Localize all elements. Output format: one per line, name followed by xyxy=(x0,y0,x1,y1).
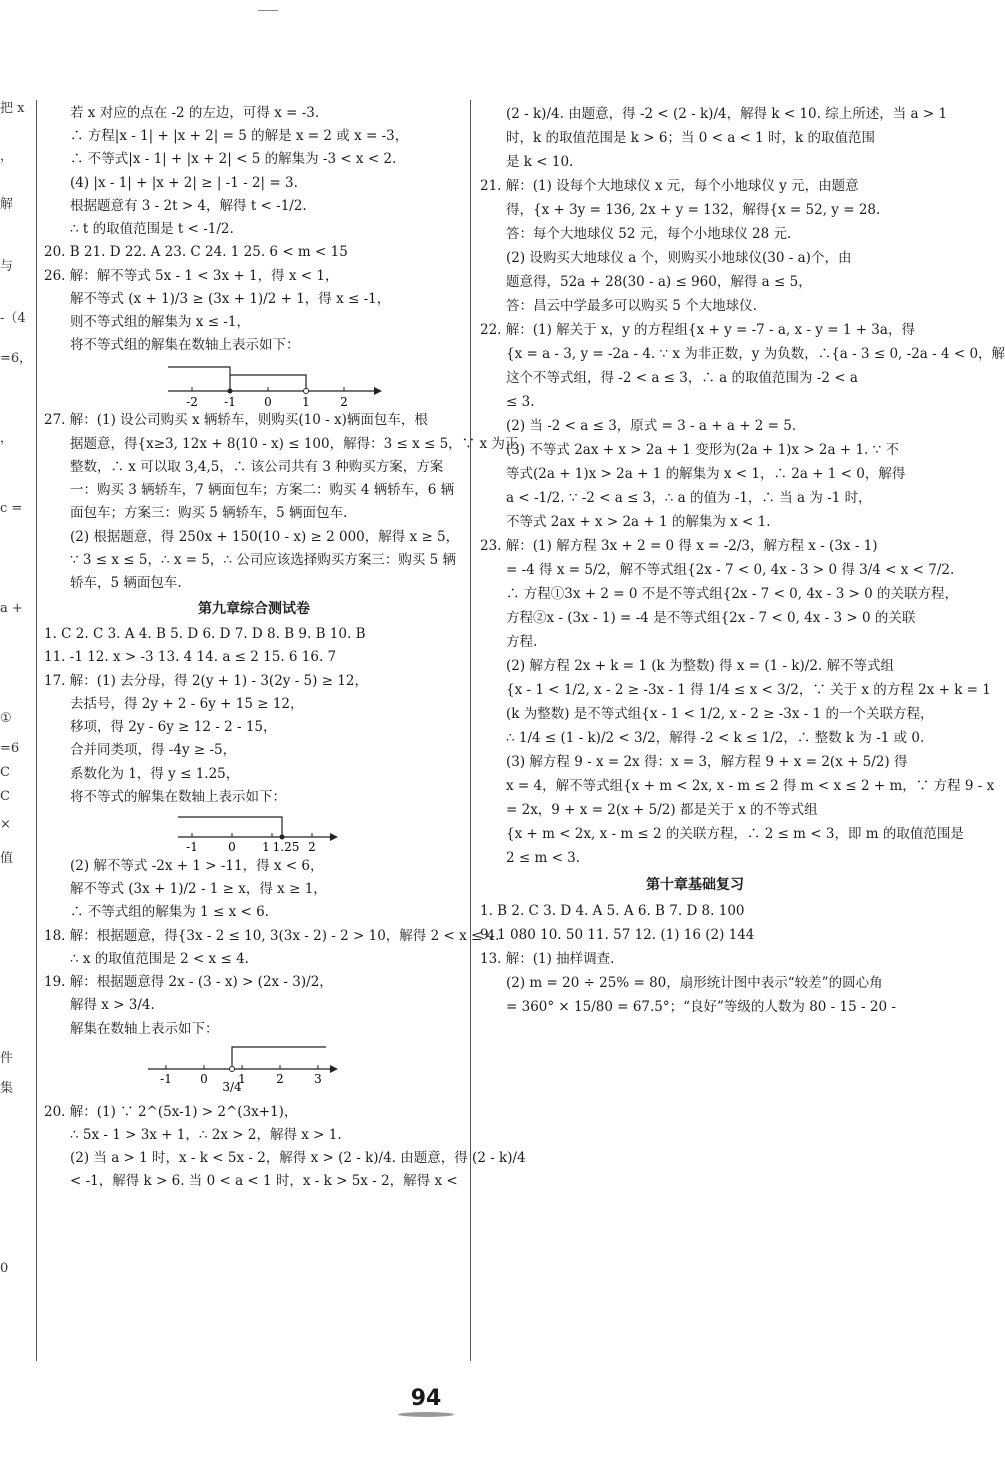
text-line: a < -1/2. ∵ -2 < a ≤ 3，∴ a 的值为 -1，∴ 当 a 为 -1 时， xyxy=(506,490,872,507)
text-line: ≤ 3. xyxy=(506,394,535,411)
tick-label: 2 xyxy=(276,1071,284,1086)
number-line-2 xyxy=(174,809,344,855)
text-line: 整数，∴ x 可以取 3,4,5，∴ 该公司共有 3 种购买方案，方案 xyxy=(70,458,444,475)
question-line: 19. 解：根据题意得 2x - (3 - x) > (2x - 3)/2， xyxy=(44,974,333,991)
tick-label: -1 xyxy=(160,1071,172,1086)
tick-label: 3/4 xyxy=(222,1079,242,1094)
tick-label: 0 xyxy=(264,395,272,410)
text-line: = 2x，9 + x = 2(x + 5/2) 都是关于 x 的不等式组 xyxy=(506,802,818,819)
tick-label: 1 xyxy=(302,395,310,410)
text-line: = -4 得 x = 5/2，解不等式组{2x - 7 < 0, 4x - 3 > 0 得 3/4 < x < 7/2. xyxy=(506,562,955,579)
text-line: 将不等式的解集在数轴上表示如下： xyxy=(70,788,286,805)
text-line: (2) 设购买大地球仪 a 个，则购买小地球仪(30 - a)个，由 xyxy=(506,250,852,267)
text-line: 解得 x > 3/4. xyxy=(70,997,155,1014)
edge-fragment: 值 xyxy=(0,851,14,866)
text-line: 题意得，52a + 28(30 - a) ≤ 960，解得 a ≤ 5， xyxy=(506,274,812,291)
text-line: ∴ 不等式组的解集为 1 ≤ x < 6. xyxy=(70,904,269,921)
text-line: (2) 当 -2 < a ≤ 3，原式 = 3 - a + a + 2 = 5. xyxy=(506,418,797,435)
question-line: 23. 解：(1) 解方程 3x + 2 = 0 得 x = -2/3，解方程 x - (3x - 1) xyxy=(480,538,878,555)
text-line: 这个不等式组，得 -2 < a ≤ 3，∴ a 的取值范围为 -2 < a xyxy=(506,370,858,387)
text-line: {x = a - 3, y = -2a - 4. ∵ x 为非正数，y 为负数，∴{a - 3 ≤ 0, -2a - 4 < 0，解 xyxy=(506,346,1005,363)
text-line: (4) |x - 1| + |x + 2| ≥ | -1 - 2| = 3. xyxy=(70,174,298,191)
question-line: 26. 解：解不等式 5x - 1 < 3x + 1，得 x < 1， xyxy=(44,267,339,284)
text-line: {x + m < 2x, x - m ≤ 2 的关联方程，∴ 2 ≤ m < 3，即 m 的取值范围是 xyxy=(506,826,964,843)
edge-fragment: =6， xyxy=(0,351,33,366)
edge-fragment: -（4 xyxy=(0,311,26,326)
text-line: ∴ 不等式|x - 1| + |x + 2| < 5 的解集为 -3 < x < 2. xyxy=(70,151,397,168)
text-line: 轿车，5 辆面包车. xyxy=(70,574,182,591)
open-point xyxy=(304,389,309,394)
tick-label: 2 xyxy=(308,839,316,854)
text-line: x = 4，解不等式组{x + m < 2x, x - m ≤ 2 得 m < x ≤ 2 + m，∵ 方程 9 - x xyxy=(506,778,995,795)
section-heading: 第十章基础复习 xyxy=(646,876,744,893)
text-line: 一：购买 3 辆轿车，7 辆面包车；方案二：购买 4 辆轿车，6 辆 xyxy=(70,482,455,499)
text-line: ∴ 1/4 ≤ (1 - k)/2 < 3/2，解得 -2 < k ≤ 1/2，∴ 整数 k 为 -1 或 0. xyxy=(506,730,925,747)
tick-label: 1 xyxy=(262,839,270,854)
answer-line: 11. -1 12. x > -3 13. 4 14. a ≤ 2 15. 6 16. 7 xyxy=(44,649,337,666)
answer-line: 20. B 21. D 22. A 23. C 24. 1 25. 6 < m < 15 xyxy=(44,244,348,261)
right-column xyxy=(480,102,1005,1019)
edge-fragment: 把 x xyxy=(0,101,25,116)
edge-fragment: C xyxy=(0,765,10,780)
text-line: (2) m = 20 ÷ 25% = 80，扇形统计图中表示“较差”的圆心角 xyxy=(506,975,883,992)
question-line: 22. 解：(1) 解关于 x，y 的方程组{x + y = -7 - a, x - y = 1 + 3a，得 xyxy=(480,322,915,339)
text-line: (k 为整数) 是不等式组{x - 1 < 1/2, x - 2 ≥ -3x - 1 的一个关联方程， xyxy=(506,706,934,723)
answer-line: 9. 1 080 10. 50 11. 57 12. (1) 16 (2) 144 xyxy=(480,927,755,944)
text-line: 2 ≤ m < 3. xyxy=(506,850,581,867)
edge-fragment: 集 xyxy=(0,1081,14,1096)
section-heading: 第九章综合测试卷 xyxy=(198,601,310,618)
page-number: 94 xyxy=(394,1386,458,1411)
tick-label: -2 xyxy=(186,395,198,410)
edge-fragment: 件 xyxy=(0,1051,14,1066)
text-line: ∴ 方程|x - 1| + |x + 2| = 5 的解是 x = 2 或 x = -3， xyxy=(70,128,409,145)
text-line: {x - 1 < 1/2, x - 2 ≥ -3x - 1 得 1/4 ≤ x < 3/2，∵ 关于 x 的方程 2x + k = 1 xyxy=(506,682,991,699)
text-line: 得，{x + 3y = 136, 2x + y = 132，解得{x = 52, y = 28. xyxy=(506,202,881,219)
number-line-3 xyxy=(144,1041,344,1101)
edge-fragment: c = xyxy=(0,501,23,516)
text-line: 时，k 的取值范围是 k > 6；当 0 < a < 1 时，k 的取值范围 xyxy=(506,130,875,147)
text-line: 解不等式 (3x + 1)/2 - 1 ≥ x，得 x ≥ 1， xyxy=(70,881,327,898)
tick-label: -1 xyxy=(186,839,198,854)
text-line: 等式(2a + 1)x > 2a + 1 的解集为 x < 1，∴ 2a + 1 < 0，解得 xyxy=(506,466,906,483)
text-line: 不等式 2ax + x > 2a + 1 的解集为 x < 1. xyxy=(506,514,771,531)
question-line: 17. 解：(1) 去分母，得 2(y + 1) - 3(2y - 5) ≥ 12， xyxy=(44,672,368,689)
text-line: 答：昌云中学最多可以购买 5 个大地球仪. xyxy=(506,298,757,315)
text-line: 则不等式组的解集为 x ≤ -1， xyxy=(70,313,250,330)
text-line: 是 k < 10. xyxy=(506,154,574,171)
text-line: (2) 解不等式 -2x + 1 > -11，得 x < 6， xyxy=(70,857,324,874)
left-column xyxy=(44,102,526,1194)
question-line: 21. 解：(1) 设每个大地球仪 x 元，每个小地球仪 y 元，由题意 xyxy=(480,178,859,195)
text-line: ∴ x 的取值范围是 2 < x ≤ 4. xyxy=(70,950,249,967)
text-line: 合并同类项，得 -4y ≥ -5， xyxy=(70,742,237,759)
text-line: (3) 不等式 2ax + x > 2a + 1 变形为(2a + 1)x > 2a + 1. ∵ 不 xyxy=(506,442,900,459)
text-line: 解不等式 (x + 1)/3 ≥ (3x + 1)/2 + 1，得 x ≤ -1， xyxy=(70,290,391,307)
text-line: (3) 解方程 9 - x = 2x 得：x = 3，解方程 9 + x = 2(x + 5/2) 得 xyxy=(506,754,908,771)
question-line: 27. 解：(1) 设公司购买 x 辆轿车，则购买(10 - x)辆面包车，根 xyxy=(44,412,428,429)
text-line: (2) 解方程 2x + k = 1 (k 为整数) 得 x = (1 - k)/2. 解不等式组 xyxy=(506,658,895,675)
solid-point xyxy=(280,834,285,839)
column-divider xyxy=(470,100,471,1361)
text-line: 答：每个大地球仪 52 元，每个小地球仪 28 元. xyxy=(506,226,792,243)
tick-label: 1 xyxy=(238,1071,246,1086)
text-line: = 360° × 15/80 = 67.5°；“良好”等级的人数为 80 - 15 - 20 - xyxy=(506,999,896,1016)
tick-label: 0 xyxy=(228,839,236,854)
edge-fragment: 与 xyxy=(0,259,14,274)
text-line: ∴ 方程①3x + 2 = 0 不是不等式组{2x - 7 < 0, 4x - 3 > 0 的关联方程， xyxy=(506,586,959,603)
text-line: 解集在数轴上表示如下： xyxy=(70,1020,219,1037)
left-margin-rule xyxy=(36,100,37,1361)
answer-line: 1. C 2. C 3. A 4. B 5. D 6. D 7. D 8. B 9. B 10. B xyxy=(44,626,366,643)
text-line: 据题意，得{x≥3, 12x + 8(10 - x) ≤ 100，解得：3 ≤ x ≤ 5，∵ x 为正 xyxy=(70,435,519,452)
tick-label: -1 xyxy=(224,395,236,410)
text-line: 方程②x - (3x - 1) = -4 是不等式组{2x - 7 < 0, 4x - 3 > 0 的关联 xyxy=(506,610,916,627)
edge-fragment: × xyxy=(0,817,11,832)
text-line: ∴ t 的取值范围是 t < -1/2. xyxy=(70,221,234,238)
edge-fragment: C xyxy=(0,789,10,804)
text-line: 根据题意有 3 - 2t > 4，解得 t < -1/2. xyxy=(70,197,307,214)
text-line: 若 x 对应的点在 -2 的左边，可得 x = -3. xyxy=(70,105,320,121)
text-line: (2) 当 a > 1 时，x - k < 5x - 2，解得 x > (2 - k)/4. 由题意，得 (2 - k)/4 xyxy=(70,1150,526,1167)
tick-label: 2 xyxy=(340,395,348,410)
edge-fragment: ① xyxy=(0,711,12,726)
edge-fragment: ， xyxy=(0,149,14,164)
solid-point xyxy=(228,389,233,394)
edge-fragment: 解 xyxy=(0,197,14,212)
edge-fragment: =6 xyxy=(0,741,20,756)
text-line: 方程. xyxy=(506,634,538,651)
text-line: 面包车；方案三：购买 5 辆轿车，5 辆面包车. xyxy=(70,505,348,522)
number-line-1 xyxy=(164,357,384,409)
text-line: ∴ 5x - 1 > 3x + 1，∴ 2x > 2，解得 x > 1. xyxy=(70,1126,342,1143)
text-line: ∵ 3 ≤ x ≤ 5，∴ x = 5，∴ 公司应该选择购买方案三：购买 5 辆 xyxy=(70,551,456,568)
top-mark xyxy=(258,10,278,11)
text-line: < -1，解得 k > 6. 当 0 < a < 1 时，x - k > 5x - 2，解得 x < xyxy=(70,1173,458,1190)
text-line: 移项，得 2y - 6y ≥ 12 - 2 - 15， xyxy=(70,719,277,736)
open-point xyxy=(230,1066,235,1071)
edge-fragment: ， xyxy=(0,431,14,446)
question-line: 18. 解：根据题意，得{3x - 2 ≤ 10, 3(3x - 2) - 2 > 10，解得 2 < x ≤ 4. xyxy=(44,927,500,944)
left-edge-fragments xyxy=(0,100,34,1278)
edge-fragment: 0 xyxy=(0,1261,9,1276)
question-line: 13. 解：(1) 抽样调查. xyxy=(480,951,615,968)
text-line: 系数化为 1，得 y ≤ 1.25， xyxy=(70,765,240,782)
text-line: 将不等式组的解集在数轴上表示如下： xyxy=(70,337,300,354)
text-line: 去括号，得 2y + 2 - 6y + 15 ≥ 12， xyxy=(70,695,304,712)
question-line: 20. 解：(1) ∵ 2^(5x-1) > 2^(3x+1)， xyxy=(44,1103,298,1120)
tick-label: 0 xyxy=(200,1071,208,1086)
answer-line: 1. B 2. C 3. D 4. A 5. A 6. B 7. D 8. 100 xyxy=(480,903,745,920)
tick-label: 3 xyxy=(314,1071,322,1086)
text-line: (2) 根据题意，得 250x + 150(10 - x) ≥ 2 000，解得 x ≥ 5， xyxy=(70,528,460,545)
edge-fragment: a + xyxy=(0,601,23,616)
text-line: (2 - k)/4. 由题意，得 -2 < (2 - k)/4，解得 k < 10. 综上所述，当 a > 1 xyxy=(506,106,948,122)
tick-label: 1.25 xyxy=(272,839,300,854)
